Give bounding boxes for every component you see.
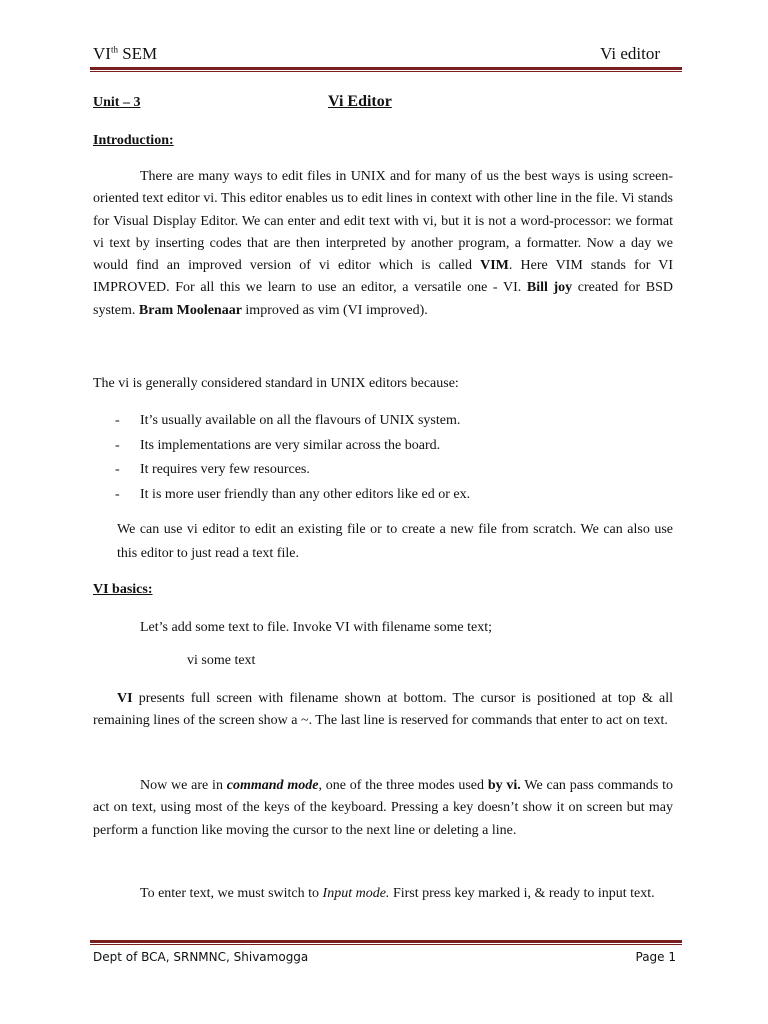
footer-rule [90,940,682,943]
command-example: vi some text [187,653,256,668]
header-semester: VIth SEM [93,44,158,63]
standard-paragraph: The vi is generally considered standard in UNIX editors because: [93,376,459,391]
introduction-heading: Introduction: [93,133,174,148]
list-item: - Its implementations are very similar across the board. [115,437,441,453]
list-item: - It is more user friendly than any other editors like ed or ex. [115,486,471,502]
intro-paragraph: There are many ways to edit files in UNIX and for many of us the best ways is using screen-oriented text editor vi. This editor enables us to edit lines in context with other line in the file. Vi stands for Visual Display Editor. We can enter and edit text with vi, but it is not a word-processor: we format vi text by inserting codes that are then interpreted by another program, a formatter. Now a day we would find an improved version of vi editor which is called VIM. Here VIM stands for VI IMPROVED. For all this we learn to use an editor, a versatile one - VI. Bill joy created for BSD system. Bram Moolenaar improved as vim (VI improved). [93,169,673,318]
page-title: Vi Editor [328,93,392,110]
command-mode-paragraph: Now we are in command mode, one of the three modes used by vi. We can pass commands to act on text, using most of the keys of the keyboard. Pressing a key doesn’t show it on screen but may perform a function like moving the cursor to the next line or deleting a line. [93,778,673,838]
header-rule [90,67,682,70]
header-subject: Vi editor [600,44,660,63]
add-text-paragraph: Let’s add some text to file. Invoke VI with filename some text; [140,620,492,635]
vi-basics-heading: VI basics: [93,582,153,597]
footer-department: Dept of BCA, SRNMNC, Shivamogga [93,950,309,964]
usage-paragraph: We can use vi editor to edit an existing file or to create a new file from scratch. We can also use this editor to just read a text file. [117,522,673,561]
footer-rule-thin [90,944,682,945]
list-item: - It’s usually available on all the flavours of UNIX system. [115,413,461,428]
unit-label: Unit – 3 [93,95,141,110]
vi-screen-paragraph: VI presents full screen with filename shown at bottom. The cursor is positioned at top & all remaining lines of the screen show a ~. The last line is reserved for commands that enter to act on text. [93,691,673,729]
header-rule-thin [90,71,682,72]
reasons-list [93,409,673,507]
page-number: Page 1 [635,950,676,964]
input-mode-paragraph: To enter text, we must switch to Input mode. First press key marked i, & ready to input text. [140,886,655,901]
list-item: - It requires very few resources. [115,462,310,477]
